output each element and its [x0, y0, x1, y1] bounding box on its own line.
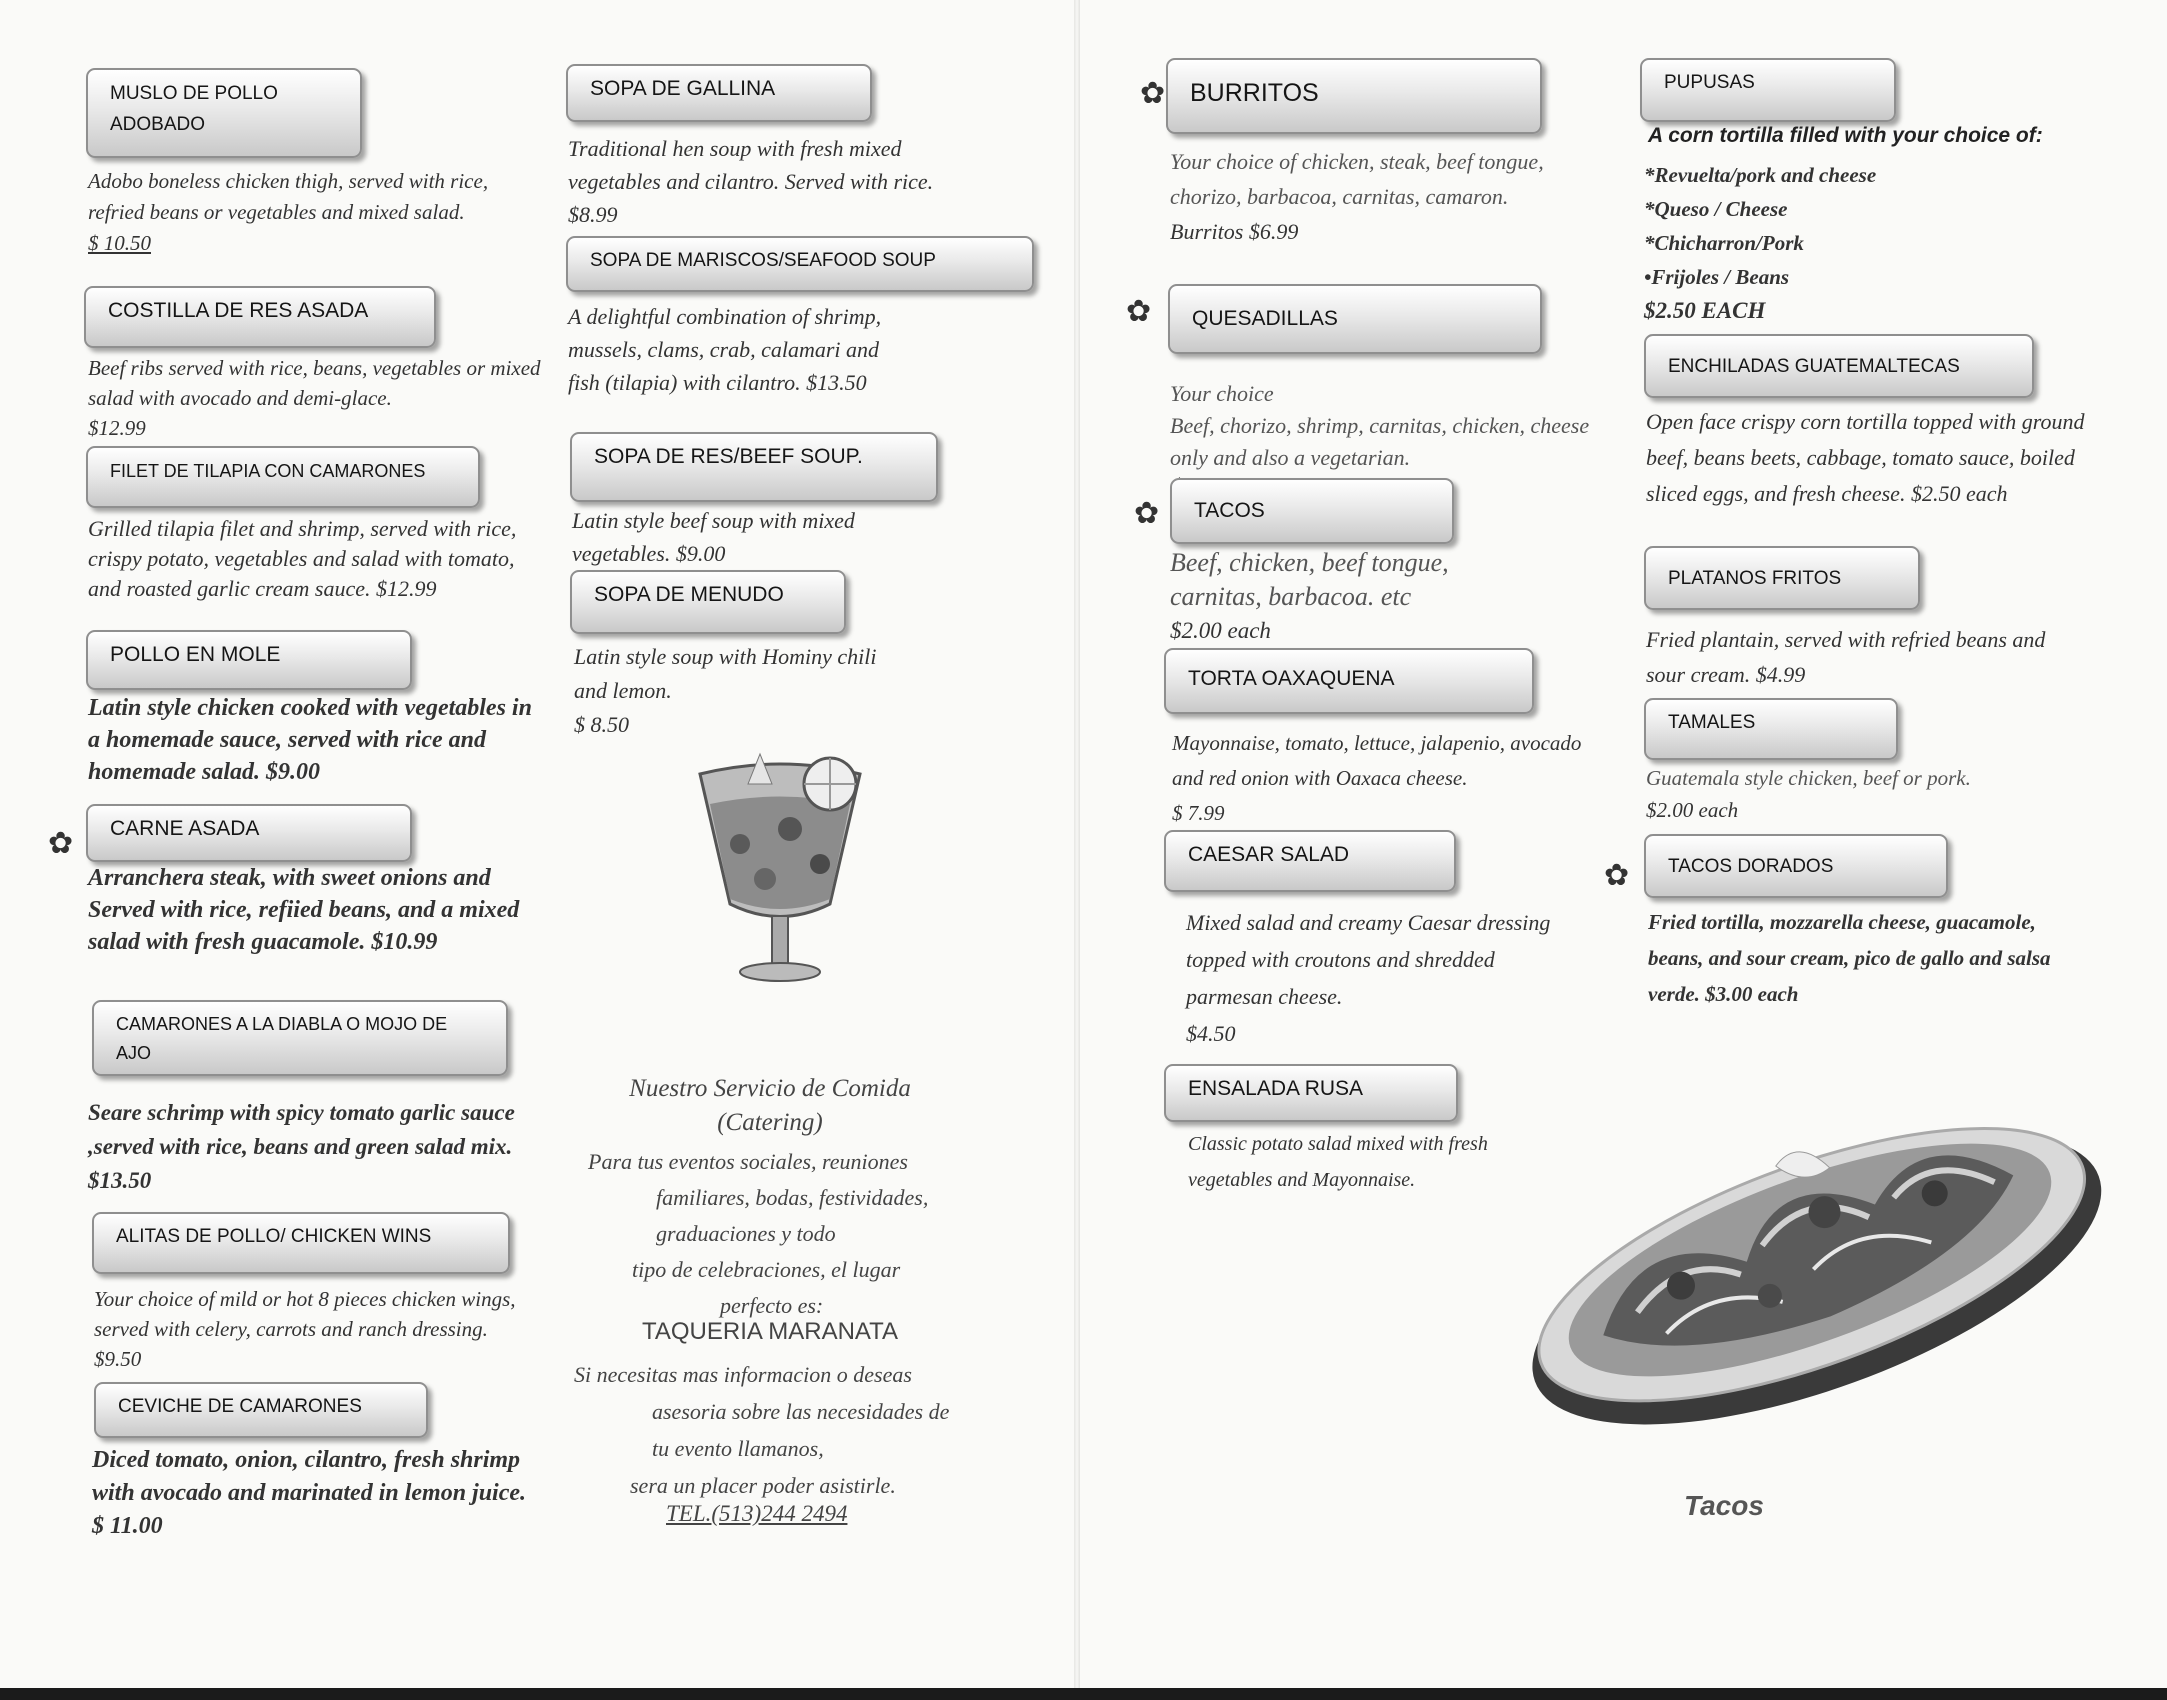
desc-caesar-salad [1186, 904, 1566, 1052]
desc-filet-de-tilapia: Grilled tilapia filet and shrimp, served with rice, crispy potato, vegetables and salad with tomato, and roasted garlic cream sauce. $12.99 [88, 516, 517, 601]
desc-carne-asada: Arranchera steak, with sweet onions and Served with rice, refiied beans, and a mixed salad with fresh guacamole. $10.99 [88, 865, 520, 955]
desc-tacos-dorados: Fried tortilla, mozzarella cheese, guacamole, beans, and sour cream, pico de gallo and salsa verde. $3.00 each [1648, 910, 2051, 1006]
desc-text: Your choice Beef, chorizo, shrimp, carnitas, chicken, cheese only and also a vegetarian. [1170, 381, 1590, 470]
catering-line: Si necesitas mas informacion o deseas [574, 1362, 912, 1387]
catering-line: familiares, bodas, festividades, [656, 1185, 929, 1210]
drink-glass-icon [680, 744, 880, 994]
catering-text [588, 1144, 1008, 1324]
photo-caption: Tacos [1684, 1490, 1764, 1521]
price-menudo: $ 8.50 [574, 712, 629, 737]
desc-sopa-de-res: Latin style beef soup with mixed vegetables. $9.00 [572, 508, 855, 566]
header-caesar-salad: CAESAR SALAD [1164, 830, 1456, 892]
header-sopa-de-mariscos: SOPA DE MARISCOS/SEAFOOD SOUP [566, 236, 1034, 292]
desc-ceviche-de-camarones [92, 1444, 532, 1543]
scan-edge [0, 1688, 2167, 1700]
header-tamales: TAMALES [1644, 698, 1898, 760]
desc-text: Adobo boneless chicken thigh, served with rice, refried beans or vegetables and mixed salad. [88, 169, 489, 224]
desc-text: Your choice of chicken, steak, beef tongue, chorizo, barbacoa, carnitas, camaron. [1170, 149, 1544, 209]
desc-text: Mixed salad and creamy Caesar dressing topped with croutons and shredded parmesan cheese. [1186, 910, 1551, 1009]
desc-text: Beef, chicken, beef tongue, carnitas, barbacoa. etc [1170, 548, 1449, 611]
header-ceviche-de-camarones: CEVICHE DE CAMARONES [94, 1382, 428, 1438]
desc-platanos-fritos: Fried plantain, served with refried beans and sour cream. $4.99 [1646, 627, 2046, 687]
desc-sopa-de-menudo [574, 640, 914, 742]
catering-title: Nuestro Servicio de Comida [629, 1075, 911, 1102]
header-pollo-en-mole: POLLO EN MOLE [86, 630, 412, 690]
catering-line: Para tus eventos sociales, reuniones [588, 1149, 908, 1174]
catering-line: tu evento llamanos, [652, 1436, 824, 1461]
pupusas-option: *Chicharron/Pork [1644, 231, 1804, 255]
header-tacos: TACOS [1170, 478, 1454, 544]
desc-text: Guatemala style chicken, beef or pork. [1646, 766, 1971, 790]
header-enchiladas-guatemaltecas: ENCHILADAS GUATEMALTECAS [1644, 334, 2034, 398]
desc-tamales [1646, 762, 2086, 826]
flower-doodle-icon: ✿ [1134, 497, 1160, 530]
catering-text-2 [574, 1356, 1014, 1504]
desc-muslo-de-pollo [88, 166, 548, 259]
flower-doodle-icon: ✿ [1126, 295, 1152, 328]
desc-ensalada-rusa: Classic potato salad mixed with fresh vegetables and Mayonnaise. [1188, 1133, 1488, 1191]
desc-enchiladas-guatemaltecas: Open face crispy corn tortilla topped with ground beef, beans beets, cabbage, tomato sauce, boiled sliced eggs, and fresh cheese. $2.50 each [1646, 409, 2085, 506]
desc-sopa-de-gallina: Traditional hen soup with fresh mixed vegetables and cilantro. Served with rice. $8.99 [568, 136, 934, 227]
desc-text: Diced tomato, onion, cilantro, fresh shrimp with avocado and marinated in lemon juice. [92, 1447, 527, 1506]
header-alitas-de-pollo: ALITAS DE POLLO/ CHICKEN WINS [92, 1212, 510, 1274]
desc-costilla-de-res [88, 353, 550, 443]
catering-line: asesoria sobre las necesidades de [652, 1399, 950, 1424]
pupusas-options [1644, 158, 2044, 328]
taco-basket-icon [1510, 1050, 2110, 1470]
price-costilla: $12.99 [88, 416, 146, 440]
flower-doodle-icon: ✿ [1140, 77, 1166, 110]
header-carne-asada: CARNE ASADA [86, 804, 412, 862]
pupusas-option: *Queso / Cheese [1644, 197, 1788, 221]
flower-doodle-icon: ✿ [48, 827, 74, 860]
catering-line: sera un placer poder asistirle. [630, 1473, 896, 1498]
page-fold [1074, 0, 1080, 1690]
header-platanos-fritos: PLATANOS FRITOS [1644, 546, 1920, 610]
desc-alitas-de-pollo: Your choice of mild or hot 8 pieces chicken wings, served with celery, carrots and ranch dressing. $9.50 [94, 1287, 516, 1371]
header-costilla-de-res: COSTILLA DE RES ASADA [84, 286, 436, 348]
catering-subtitle: (Catering) [717, 1109, 823, 1136]
pupusas-option: •Frijoles / Beans [1644, 265, 1790, 289]
desc-torta-oaxaquena [1172, 726, 1602, 831]
header-burritos: BURRITOS [1166, 58, 1542, 134]
desc-tacos [1170, 546, 1500, 648]
catering-phone: TEL.(513)244 2494 [666, 1501, 848, 1526]
desc-text: Beef ribs served with rice, beans, vegetables or mixed salad with avocado and demi-glace. [88, 356, 541, 410]
desc-sopa-de-mariscos: A delightful combination of shrimp, mussels, clams, crab, calamari and fish (tilapia) with cilantro. $13.50 [568, 304, 882, 395]
flower-doodle-icon: ✿ [1604, 859, 1630, 892]
price-torta: $ 7.99 [1172, 801, 1225, 825]
header-muslo-de-pollo: MUSLO DE POLLO ADOBADO [86, 68, 362, 158]
header-sopa-de-res: SOPA DE RES/BEEF SOUP. [570, 432, 938, 502]
header-tacos-dorados: TACOS DORADOS [1644, 834, 1948, 898]
pupusas-price: $2.50 EACH [1644, 298, 1766, 323]
header-quesadillas: QUESADILLAS [1168, 284, 1542, 354]
header-torta-oaxaquena: TORTA OAXAQUENA [1164, 648, 1534, 714]
catering-line: perfecto es: [720, 1293, 824, 1318]
header-sopa-de-gallina: SOPA DE GALLINA [566, 64, 872, 122]
header-pupusas: PUPUSAS [1640, 58, 1896, 122]
header-sopa-de-menudo: SOPA DE MENUDO [570, 570, 846, 634]
desc-camarones-a-la-diabla: Seare schrimp with spicy tomato garlic sauce ,served with rice, beans and green salad mix. $13.50 [88, 1100, 515, 1193]
price-caesar: $4.50 [1186, 1021, 1236, 1046]
price-tamales: $2.00 each [1646, 798, 1739, 822]
pupusas-intro: A corn tortilla filled with your choice of: [1648, 124, 2043, 147]
header-filet-de-tilapia: FILET DE TILAPIA CON CAMARONES [86, 446, 480, 508]
header-ensalada-rusa: ENSALADA RUSA [1164, 1064, 1458, 1122]
catering-line: graduaciones y todo [656, 1221, 836, 1246]
price-ceviche: $ 11.00 [92, 1513, 163, 1539]
price-tacos: $2.00 each [1170, 618, 1271, 643]
desc-text: Latin style soup with Hominy chili and lemon. [574, 644, 877, 703]
pupusas-option: *Revuelta/pork and cheese [1644, 163, 1877, 187]
catering-line: tipo de celebraciones, el lugar [632, 1257, 901, 1282]
catering-business-name: TAQUERIA MARANATA [641, 1318, 899, 1345]
desc-text: Mayonnaise, tomato, lettuce, jalapenio, avocado and red onion with Oaxaca cheese. [1172, 731, 1582, 790]
price-burritos: Burritos $6.99 [1170, 219, 1299, 244]
desc-pollo-en-mole: Latin style chicken cooked with vegetables in a homemade sauce, served with rice and homemade salad. $9.00 [88, 695, 532, 785]
desc-burritos [1170, 144, 1590, 249]
price-muslo: $ 10.50 [88, 231, 151, 255]
header-camarones-a-la-diabla: CAMARONES A LA DIABLA O MOJO DE AJO [92, 1000, 508, 1076]
